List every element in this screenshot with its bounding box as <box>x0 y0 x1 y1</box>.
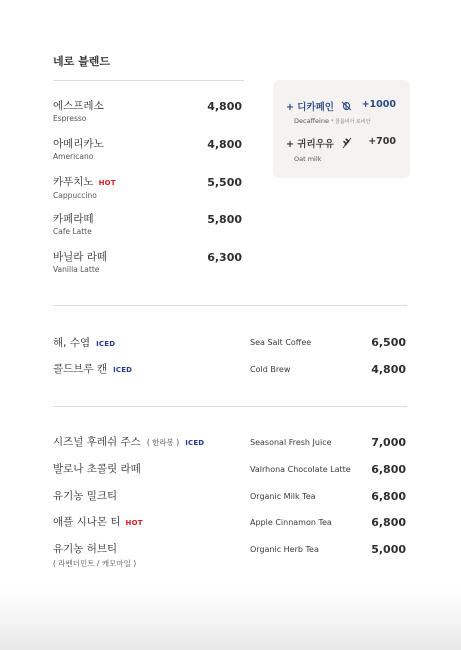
menu-item-cafe-latte <box>53 212 94 237</box>
item-price: 6,300 <box>207 251 242 264</box>
item-name-ko: 카푸치노 <box>53 176 94 188</box>
item-price: 4,800 <box>207 138 242 151</box>
options-box <box>273 80 410 178</box>
menu-item-organic-herb-tea <box>53 542 136 569</box>
option-name-ko: + 디카페인 <box>286 102 334 113</box>
item-name-en: Organic Milk Tea <box>250 492 316 501</box>
item-price: 4,800 <box>371 363 406 376</box>
menu-item-organic-milk-tea <box>53 489 117 503</box>
item-name-en: Seasonal Fresh Juice <box>250 438 332 447</box>
item-name-en: Sea Salt Coffee <box>250 338 312 347</box>
option-note: * 콜롬비아 로비안 <box>331 119 371 125</box>
item-name-en: Valrhona Chocolate Latte <box>250 465 351 474</box>
option-name-ko: + 귀리우유 <box>286 139 334 150</box>
item-name-ko: 시즈널 후레쉬 주스 <box>53 436 141 448</box>
menu-item-seasonal-juice <box>53 435 204 450</box>
option-decaffeine <box>286 99 398 125</box>
menu-item-espresso <box>53 99 104 124</box>
item-price: 6,800 <box>371 490 406 503</box>
item-price: 5,800 <box>207 213 242 226</box>
item-sub-note: ( 라벤더민트 / 캐모마일 ) <box>53 559 137 568</box>
option-price: +1000 <box>361 99 396 110</box>
item-name-en: Vanilla Latte <box>53 265 100 274</box>
item-name-ko: 애플 시나몬 티 <box>53 516 121 528</box>
item-name-en: Cappuccino <box>53 191 97 200</box>
item-name-ko: 유기농 허브티 <box>53 543 118 555</box>
item-name-ko: 유기농 밀크티 <box>53 490 118 502</box>
menu-item-valrhona-latte <box>53 462 141 476</box>
item-name-ko: 발로나 초콜릿 라떼 <box>53 463 141 475</box>
menu-item-cold-brew <box>53 362 132 377</box>
iced-badge: ICED <box>185 439 205 447</box>
section-divider <box>53 80 244 81</box>
item-name-ko: 아메리카노 <box>53 138 104 150</box>
menu-item-americano <box>53 137 104 162</box>
item-name-en: Organic Herb Tea <box>250 545 319 554</box>
item-name-ko: 콜드브루 캔 <box>53 363 108 375</box>
option-name-en: Decaffeine <box>294 117 329 125</box>
item-name-en: Apple Cinnamon Tea <box>250 518 332 527</box>
item-price: 6,500 <box>371 336 406 349</box>
item-name-ko: 에스프레소 <box>53 100 104 112</box>
oat-icon <box>341 137 353 152</box>
item-price: 4,800 <box>207 100 242 113</box>
no-caffeine-icon <box>341 101 352 114</box>
item-name-ko: 해, 수염 <box>53 337 91 349</box>
option-price: +700 <box>368 136 396 147</box>
item-name-en: Cafe Latte <box>53 227 92 236</box>
iced-badge: ICED <box>113 366 133 374</box>
menu-item-vanilla-latte <box>53 250 107 275</box>
menu-item-apple-cinnamon-tea <box>53 515 143 530</box>
hot-badge: HOT <box>125 519 143 527</box>
item-name-en: Americano <box>53 152 94 161</box>
item-price: 7,000 <box>371 436 406 449</box>
option-name-en: Oat milk <box>294 155 322 163</box>
hot-badge: HOT <box>98 179 116 187</box>
item-price: 6,800 <box>371 516 406 529</box>
item-name-ko: 카페라떼 <box>53 213 94 225</box>
item-name-en: Espresso <box>53 114 87 123</box>
section-title-nero-blend: 네로 블렌드 <box>53 55 110 68</box>
option-oat-milk <box>286 136 398 163</box>
item-price: 5,000 <box>371 543 406 556</box>
menu-item-cappuccino <box>53 175 116 201</box>
section-divider <box>53 305 407 306</box>
section-divider <box>53 406 407 407</box>
item-name-en: Cold Brew <box>250 365 291 374</box>
bottom-shadow <box>0 588 461 650</box>
item-name-ko: 바닐라 라떼 <box>53 251 108 263</box>
iced-badge: ICED <box>96 340 116 348</box>
item-price: 6,800 <box>371 463 406 476</box>
item-note: ( 한라봉 ) <box>146 438 180 447</box>
item-price: 5,500 <box>207 176 242 189</box>
menu-item-sea-salt-coffee <box>53 336 115 351</box>
